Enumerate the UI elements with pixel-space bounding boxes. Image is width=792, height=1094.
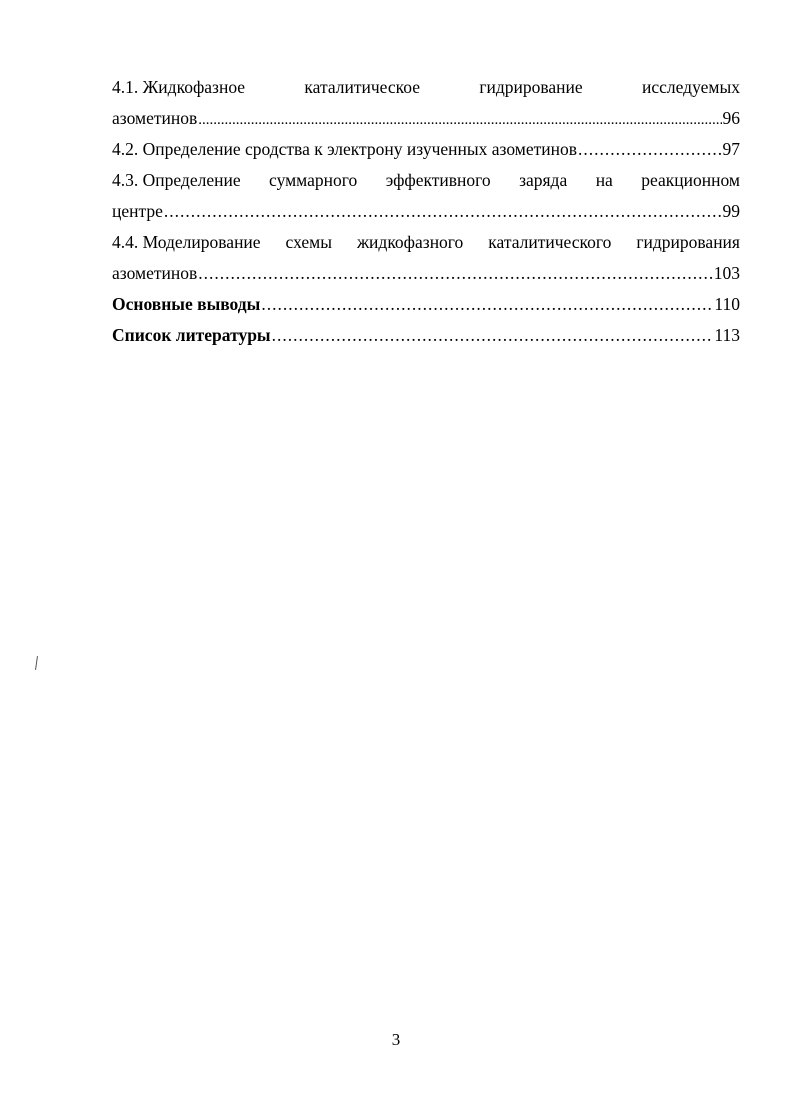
toc-word: эффективного [385, 170, 491, 190]
toc-entry-title: 4.2. Определение сродства к электрону изученных азометинов [112, 139, 577, 159]
toc-word: реакционном [641, 170, 740, 190]
toc-word: гидрирование [479, 77, 583, 97]
leader-dots [198, 258, 713, 289]
toc-page-number: 113 [714, 325, 740, 345]
toc-entry-title: азометинов [112, 108, 198, 128]
leader-dots [164, 196, 722, 227]
toc-entry-4-3-line-2 [112, 196, 740, 227]
toc-word: на [595, 170, 613, 190]
toc-word: каталитическое [304, 77, 420, 97]
toc-entry-4-1-line-1 [112, 72, 740, 103]
toc-entry-conclusions [112, 289, 740, 320]
table-of-contents [112, 72, 740, 351]
toc-word: каталитического [488, 232, 612, 252]
toc-word: исследуемых [642, 77, 740, 97]
toc-page-number: 103 [713, 263, 740, 283]
scan-artifact-mark [35, 656, 38, 670]
leader-dots [272, 320, 714, 351]
toc-entry-4-4-line-1 [112, 227, 740, 258]
leader-dots [261, 289, 713, 320]
toc-entry-4-3-line-1 [112, 165, 740, 196]
toc-entry-4-1-line-2 [112, 103, 740, 134]
toc-entry-title: Основные выводы [112, 294, 261, 314]
toc-entry-4-4-line-2 [112, 258, 740, 289]
toc-page-number: 97 [722, 139, 740, 159]
toc-word: схемы [285, 232, 332, 252]
toc-entry-references [112, 320, 740, 351]
toc-page-number: 96 [722, 108, 740, 128]
toc-entry-title: Список литературы [112, 325, 271, 345]
toc-word: заряда [519, 170, 568, 190]
page-number: 3 [391, 1030, 401, 1049]
toc-page-number: 110 [714, 294, 740, 314]
toc-word: суммарного [269, 170, 358, 190]
toc-page-number: 99 [722, 201, 740, 221]
toc-entry-4-2 [112, 134, 740, 165]
toc-word: 4.3. Определение [112, 170, 241, 190]
toc-word: гидрирования [636, 232, 740, 252]
toc-entry-title: азометинов [112, 263, 198, 283]
toc-word: жидкофазного [356, 232, 464, 252]
toc-entry-title: центре [112, 201, 163, 221]
leader-dots [578, 134, 722, 165]
toc-word: 4.1. Жидкофазное [112, 77, 246, 97]
toc-word: 4.4. Моделирование [112, 232, 261, 252]
leader-dots [198, 105, 721, 136]
